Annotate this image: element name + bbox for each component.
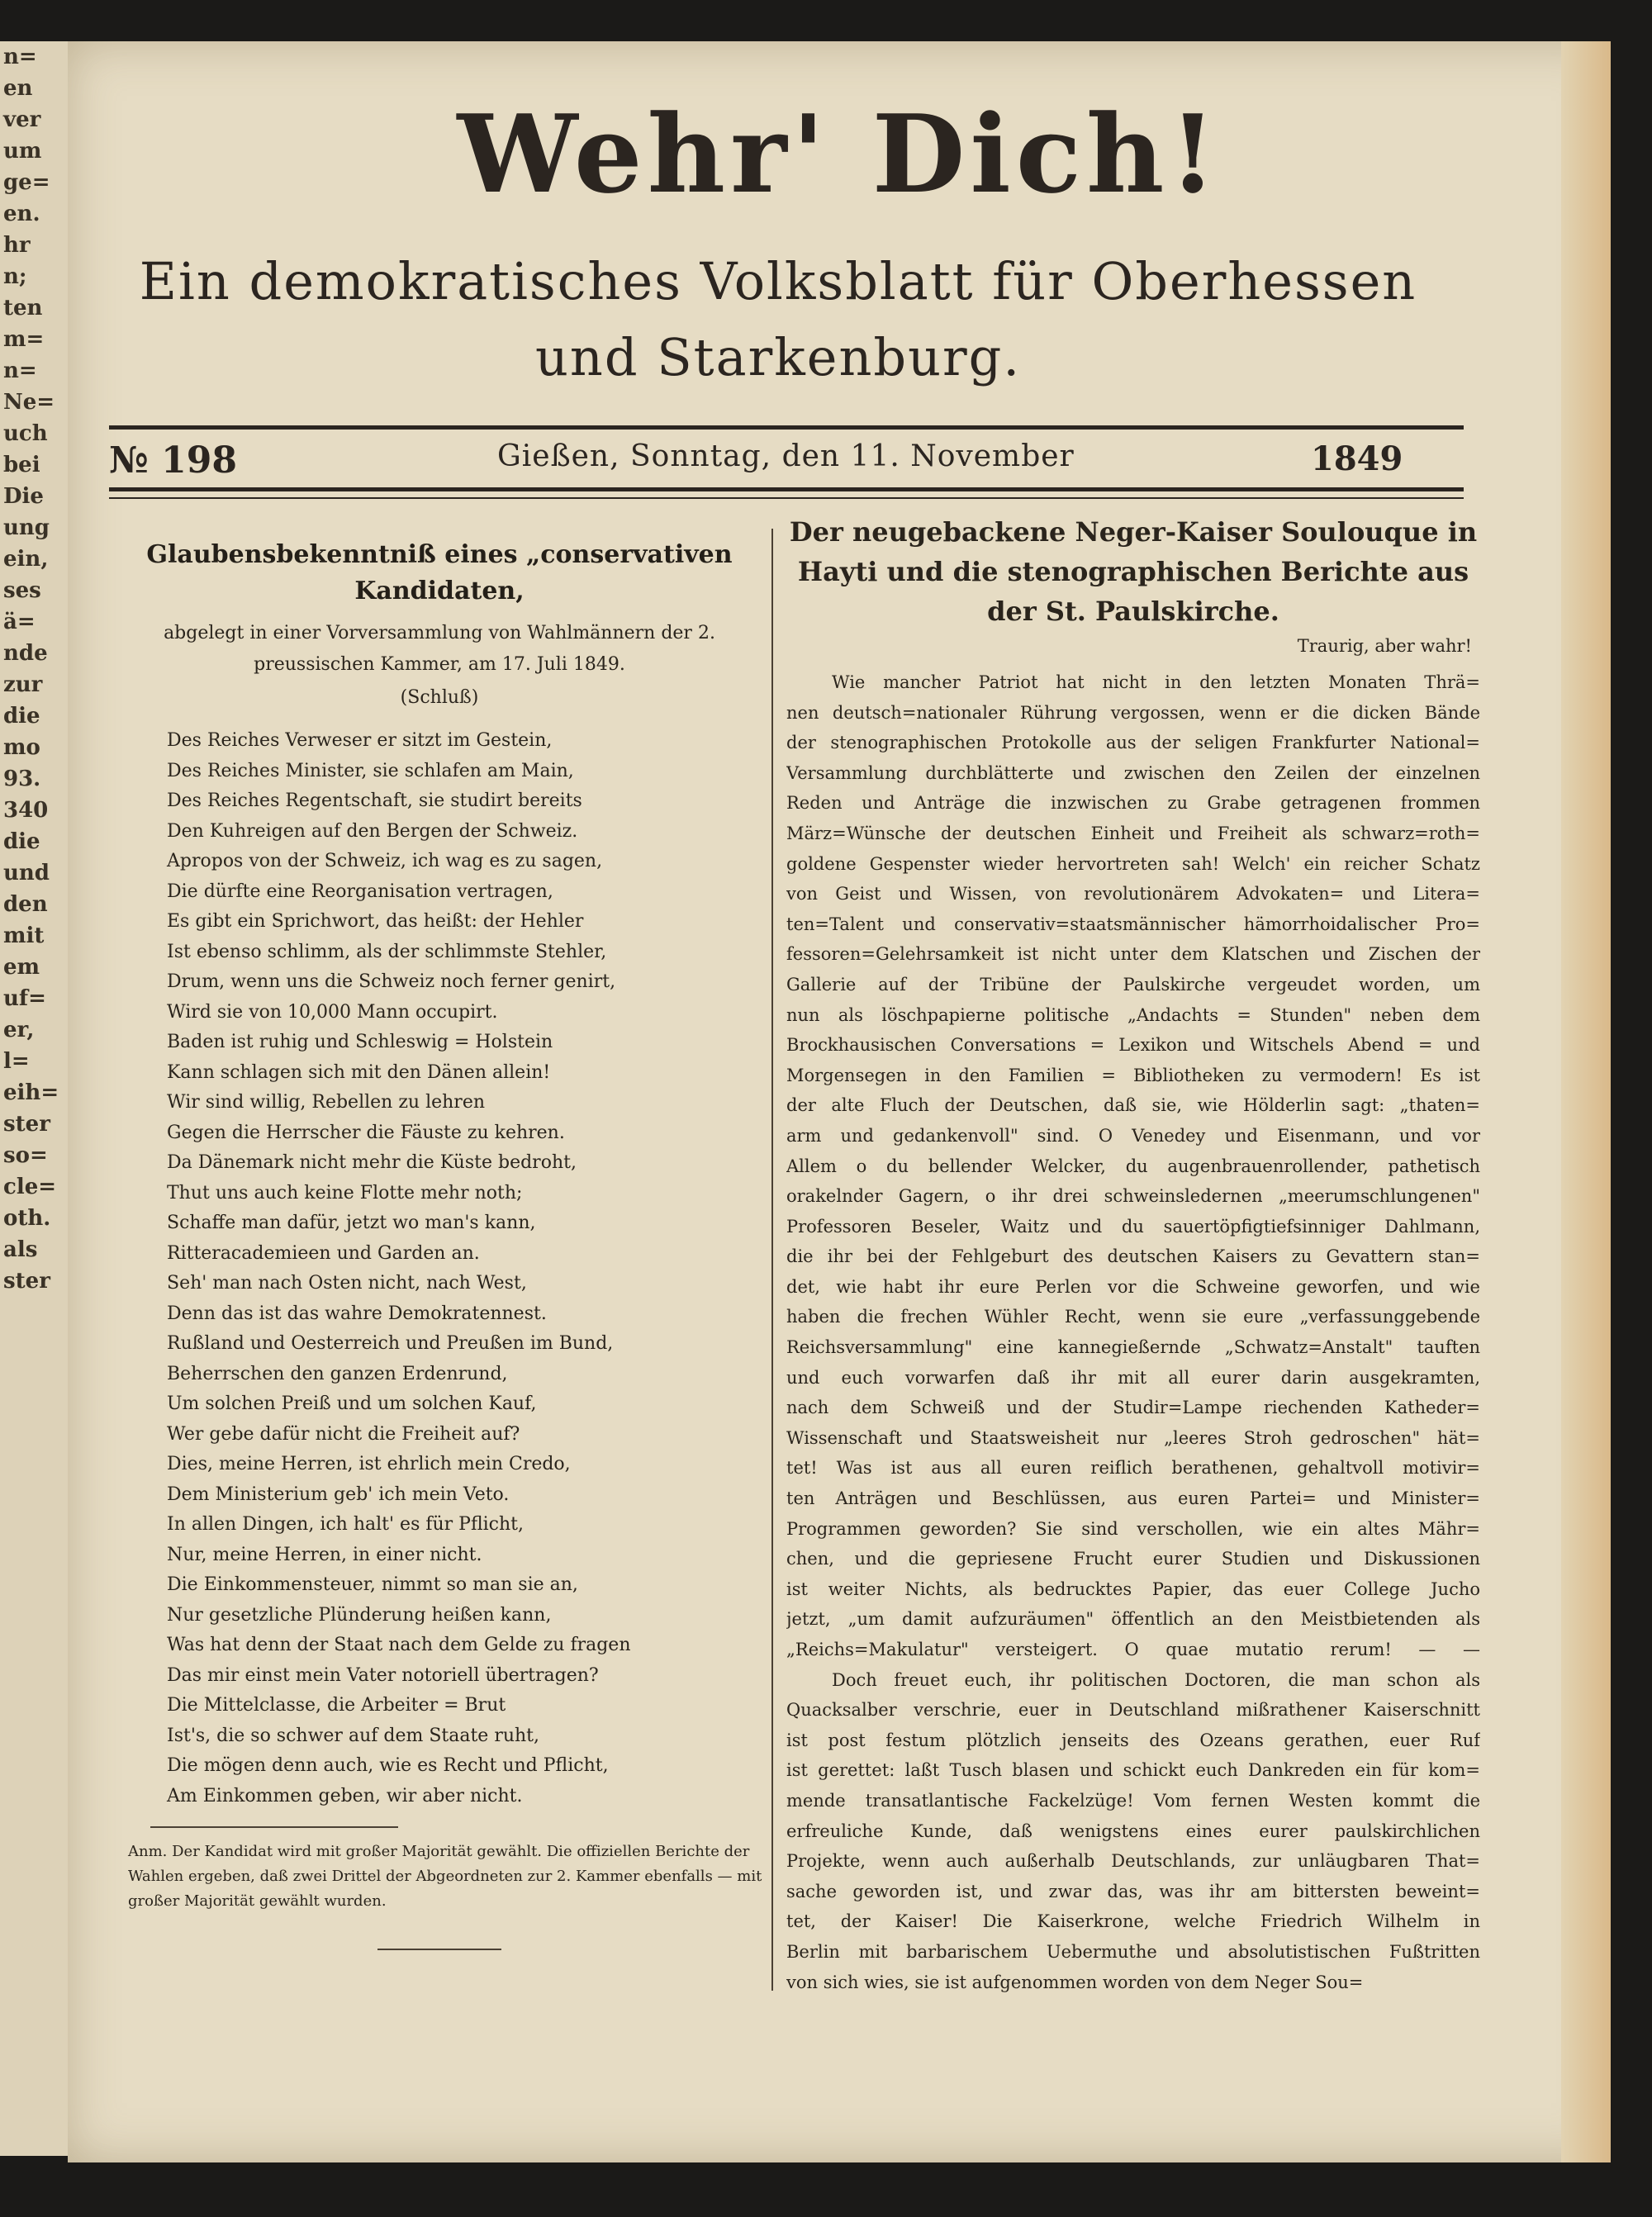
newspaper-page — [68, 41, 1611, 2162]
footnote-text: Der Kandidat wird mit großer Majorität gewählt. Die offiziellen Berichte der Wahlen ergeben, daß zwei Drittel der Abgeordneten zur 2. Kammer ebenfalls — mit großer Majorität gewählt wurden. — [128, 1843, 762, 1910]
poem-line: Die dürfte eine Reorganisation vertragen, — [167, 881, 553, 902]
poem-line: Am Einkommen geben, wir aber nicht. — [167, 1785, 523, 1806]
masthead-subtitle: Ein demokratisches Volksblatt für Oberhessen und Starkenburg. — [139, 251, 1417, 387]
poem-line: Wird sie von 10,000 Mann occupirt. — [167, 1001, 498, 1023]
poem-line: Die Einkommensteuer, nimmt so man sie an, — [167, 1574, 578, 1595]
poem-line: Rußland und Oesterreich und Preußen im Bund, — [167, 1333, 614, 1354]
article-line: Versammlung durchblätterte und zwischen den Zeilen der einzelnen — [786, 762, 1480, 783]
previous-page-fragment: Ne= — [3, 390, 55, 415]
previous-page-fragment: eih= — [3, 1080, 59, 1105]
poem-line: Denn das ist das wahre Demokratennest. — [167, 1303, 547, 1324]
poem-line: Das mir einst mein Vater notoriell übertragen? — [167, 1664, 599, 1686]
article-line: von Geist und Wissen, von revolutionärem Advokaten= und Litera= — [786, 884, 1480, 904]
footnote-label: Anm. — [128, 1843, 168, 1860]
article-line: Wie mancher Patriot hat nicht in den letzten Monaten Thrä= — [832, 672, 1480, 692]
right-article-motto: Traurig, aber wahr! — [1297, 636, 1472, 656]
article-line: Reichsversammlung" eine kannegießernde „Schwatz=Anstalt" tauften — [786, 1337, 1480, 1358]
previous-page-fragment: l= — [3, 1049, 30, 1074]
article-line: arm und gedankenvoll" sind. O Venedey und Eisenmann, und vor — [786, 1125, 1480, 1146]
article-line: Brockhausischen Conversations = Lexikon und Witschels Abend = und — [786, 1035, 1480, 1056]
article-line: nen deutsch=nationaler Rührung vergossen, wenn er die dicken Bände — [786, 702, 1480, 723]
right-article-body — [786, 667, 1480, 1997]
previous-page-fragment: hr — [3, 233, 31, 258]
previous-page-fragment: en — [3, 76, 33, 101]
poem-line: Drum, wenn uns die Schweiz noch ferner genirt, — [167, 971, 616, 992]
previous-page-fragment: als — [3, 1237, 38, 1262]
poem-line: Ist ebenso schlimm, als der schlimmste Stehler, — [167, 941, 607, 962]
dateline-year: 1849 — [1311, 439, 1403, 478]
article-line: Wissenschaft und Staatsweisheit nur „leeres Stroh gedroschen" hät= — [786, 1427, 1480, 1448]
previous-page-fragment: 340 — [3, 798, 49, 823]
poem-line: Da Dänemark nicht mehr die Küste bedroht, — [167, 1152, 577, 1173]
article-line: jetzt, „um damit aufzuräumen" öffentlich an den Meistbietenden als — [786, 1609, 1480, 1630]
previous-page-fragment: ä= — [3, 610, 36, 634]
previous-page-fragment: cle= — [3, 1175, 57, 1199]
previous-page-fragment: die — [3, 829, 40, 854]
article-line: Reden und Anträge die inzwischen zu Grabe getragenen frommen — [786, 793, 1480, 814]
poem-line: Baden ist ruhig und Schleswig = Holstein — [167, 1032, 553, 1052]
poem-line: Des Reiches Verweser er sitzt im Gestein, — [167, 730, 553, 751]
article-line: nun als löschpapierne politische „Andachts = Stunden" neben dem — [786, 1004, 1480, 1025]
poem-line: Ritteracademieen und Garden an. — [167, 1242, 480, 1264]
previous-page-fragment: ung — [3, 515, 50, 540]
article-line: haben die frechen Wühler Recht, wenn sie eure „verfassunggebende — [786, 1307, 1480, 1327]
dateline-place-date: Gießen, Sonntag, den 11. November — [497, 439, 1075, 473]
article-line: Berlin mit barbarischem Uebermuthe und absolutistischen Fußtritten — [786, 1941, 1480, 1962]
article-line: det, wie habt ihr eure Perlen vor die Schweine geworfen, und wie — [786, 1276, 1480, 1297]
article-line: goldene Gespenster wieder hervortreten sah! Welch' ein reicher Schatz — [786, 853, 1480, 874]
left-article-title: Glaubensbekenntniß eines „conservativen Kandidaten, — [146, 540, 733, 605]
poem-line: Nur gesetzliche Plünderung heißen kann, — [167, 1604, 552, 1626]
article-line: und euch vorwarfen daß ihr mit all eurer darin ausgekramten, — [786, 1367, 1480, 1388]
poem-line: Apropos von der Schweiz, ich wag es zu sagen, — [167, 851, 603, 871]
poem-line: In allen Dingen, ich halt' es für Pflicht, — [167, 1514, 525, 1535]
poem-line: Nur, meine Herren, in einer nicht. — [167, 1544, 482, 1565]
article-line: von sich wies, sie ist aufgenommen worden von dem Neger Sou= — [786, 1972, 1364, 1992]
left-article-schluss: (Schluß) — [400, 687, 479, 708]
poem-line: Die Mittelclasse, die Arbeiter = Brut — [167, 1695, 506, 1716]
previous-page-fragment: die — [3, 704, 40, 729]
article-line: Doch freuet euch, ihr politischen Doctoren, die man schon als — [832, 1669, 1480, 1690]
article-line: der alte Fluch der Deutschen, daß sie, wie Hölderlin sagt: „thaten= — [786, 1095, 1480, 1116]
article-line: Morgensegen in den Familien = Bibliotheken zu vermodern! Es ist — [786, 1065, 1480, 1085]
previous-page-fragment: 93. — [3, 767, 41, 791]
poem-line: Es gibt ein Sprichwort, das heißt: der Hehler — [167, 911, 584, 932]
article-line: erfreuliche Kunde, daß wenigstens eines eurer paulskirchlichen — [786, 1821, 1480, 1841]
article-line: Gallerie auf der Tribüne der Paulskirche vergeudet worden, um — [786, 974, 1480, 995]
poem-line: Ist's, die so schwer auf dem Staate ruht, — [167, 1725, 540, 1746]
poem-line: Gegen die Herrscher die Fäuste zu kehren. — [167, 1122, 565, 1143]
article-line: März=Wünsche der deutschen Einheit und Freiheit als schwarz=roth= — [786, 823, 1480, 843]
poem-line: Wer gebe dafür nicht die Freiheit auf? — [167, 1423, 520, 1445]
previous-page-fragment: n= — [3, 358, 37, 383]
article-line: sache geworden ist, und zwar das, was ihr am bittersten beweint= — [786, 1881, 1480, 1901]
previous-page-fragment: ge= — [3, 170, 50, 195]
column-divider — [771, 529, 773, 1991]
article-line: Quacksalber verschrie, euer in Deutschland mißrathener Kaiserschnitt — [786, 1700, 1480, 1721]
article-line: ten=Talent und conservativ=staatsmännischer hämorrhoidalischer Pro= — [786, 914, 1480, 934]
poem-line: Thut uns auch keine Flotte mehr noth; — [167, 1182, 523, 1203]
previous-page-fragment: em — [3, 955, 40, 980]
poem-line: Kann schlagen sich mit den Dänen allein! — [167, 1061, 551, 1083]
previous-page-fragment: so= — [3, 1143, 48, 1168]
poem-line: Was hat denn der Staat nach dem Gelde zu fragen — [167, 1635, 631, 1655]
article-line: mende transatlantische Fackelzüge! Vom fernen Westen kommt die — [786, 1790, 1480, 1811]
previous-page-text — [0, 41, 68, 1297]
article-line: die ihr bei der Fehlgeburt des deutschen Kaisers zu Gevattern stan= — [786, 1246, 1480, 1267]
previous-page-fragment: uf= — [3, 986, 46, 1011]
previous-page-fragment: ten — [3, 296, 43, 320]
previous-page-fragment: ses — [3, 578, 41, 603]
masthead-rule-bottom — [109, 487, 1464, 491]
article-line: chen, und die gepriesene Frucht eurer Studien und Diskussionen — [786, 1549, 1480, 1569]
poem-line: Dem Ministerium geb' ich mein Veto. — [167, 1484, 510, 1505]
article-line: „Reichs=Makulatur" versteigert. O quae mutatio rerum! — — — [786, 1640, 1480, 1659]
previous-page-fragment: mit — [3, 923, 45, 948]
poem-line: Die mögen denn auch, wie es Recht und Pflicht, — [167, 1755, 609, 1776]
article-line: ist gerettet: laßt Tusch blasen und schickt euch Dankreden ein für kom= — [786, 1760, 1480, 1781]
previous-page-fragment: Die — [3, 484, 44, 509]
poem-line: Wir sind willig, Rebellen zu lehren — [167, 1092, 486, 1113]
note-rule — [150, 1826, 398, 1828]
article-line: ist weiter Nichts, als bedrucktes Papier, das euer College Jucho — [786, 1578, 1480, 1599]
article-line: ten Anträgen und Beschlüssen, aus euren Partei= und Minister= — [786, 1488, 1480, 1509]
article-line: Projekte, wenn auch außerhalb Deutschlands, zur unläugbaren That= — [786, 1851, 1480, 1872]
poem-line: Schaffe man dafür, jetzt wo man's kann, — [167, 1213, 536, 1233]
previous-page-fragment: ster — [3, 1112, 50, 1137]
article-line: tet! Was ist aus all euren reiflich berathenen, gehaltvoll motivir= — [786, 1458, 1480, 1479]
article-line: ist post festum plötzlich jenseits des Ozeans gerathen, euer Ruf — [786, 1730, 1480, 1750]
left-article-subtitle: abgelegt in einer Vorversammlung von Wahlmännern der 2. preussischen Kammer, am 17. Juli 1849. — [164, 623, 715, 675]
poem-line: Um solchen Preiß und um solchen Kauf, — [167, 1393, 537, 1414]
previous-page-fragment: den — [3, 892, 48, 917]
article-line: orakelnder Gagern, o ihr drei schweinsledernen „meerumschlungenen" — [786, 1186, 1480, 1207]
page-edge — [1561, 41, 1611, 2162]
article-line: Professoren Beseler, Waitz und du sauertöpfigtiefsinniger Dahlmann, — [786, 1216, 1480, 1237]
previous-page-fragment: en. — [3, 202, 40, 226]
poem-line: Des Reiches Minister, sie schlafen am Main, — [167, 760, 574, 781]
poem-line: Dies, meine Herren, ist ehrlich mein Credo, — [167, 1454, 571, 1474]
previous-page-fragment: und — [3, 861, 50, 885]
previous-page-strip — [0, 41, 70, 2156]
article-line: Programmen geworden? Sie sind verschollen, wie ein altes Mähr= — [786, 1518, 1480, 1539]
previous-page-fragment: m= — [3, 327, 45, 352]
poem — [113, 726, 766, 1811]
masthead-rule-top — [109, 425, 1464, 430]
previous-page-fragment: ein, — [3, 547, 49, 572]
article-line: Allem o du bellender Welcker, du augenbrauenrollender, pathetisch — [786, 1156, 1480, 1176]
previous-page-fragment: ver — [3, 107, 41, 132]
previous-page-fragment: um — [3, 139, 42, 164]
end-rule — [377, 1949, 501, 1950]
poem-line: Beherrschen den ganzen Erdenrund, — [167, 1363, 508, 1384]
previous-page-fragment: mo — [3, 735, 40, 760]
previous-page-fragment: ster — [3, 1269, 50, 1294]
issue-number: № 198 — [109, 439, 237, 482]
left-column — [113, 537, 766, 1950]
previous-page-fragment: zur — [3, 672, 43, 697]
previous-page-fragment: uch — [3, 421, 48, 446]
previous-page-fragment: er, — [3, 1018, 35, 1042]
right-article-title: Der neugebackene Neger-Kaiser Soulouque in Hayti und die stenographischen Berichte aus der St. Paulskirche. — [789, 516, 1478, 627]
masthead-rule-thin — [109, 497, 1464, 499]
footnote — [113, 1840, 766, 1914]
article-line: tet, der Kaiser! Die Kaiserkrone, welche Friedrich Wilhelm in — [786, 1911, 1480, 1932]
previous-page-fragment: bei — [3, 453, 40, 477]
article-line: nach dem Schweiß und der Studir=Lampe riechenden Katheder= — [786, 1398, 1480, 1418]
previous-page-fragment: oth. — [3, 1206, 51, 1231]
poem-line: Seh' man nach Osten nicht, nach West, — [167, 1273, 527, 1294]
masthead-title: Wehr' Dich! — [457, 91, 1222, 217]
right-column — [786, 512, 1480, 1997]
poem-line: Des Reiches Regentschaft, sie studirt bereits — [167, 790, 582, 811]
poem-line: Den Kuhreigen auf den Bergen der Schweiz. — [167, 820, 578, 842]
previous-page-fragment: n= — [3, 45, 37, 69]
article-line: fessoren=Gelehrsamkeit ist nicht unter dem Klatschen und Zischen der — [786, 944, 1480, 965]
previous-page-fragment: n; — [3, 264, 27, 289]
previous-page-fragment: nde — [3, 641, 48, 666]
article-line: der stenographischen Protokolle aus der seligen Frankfurter National= — [786, 733, 1480, 753]
